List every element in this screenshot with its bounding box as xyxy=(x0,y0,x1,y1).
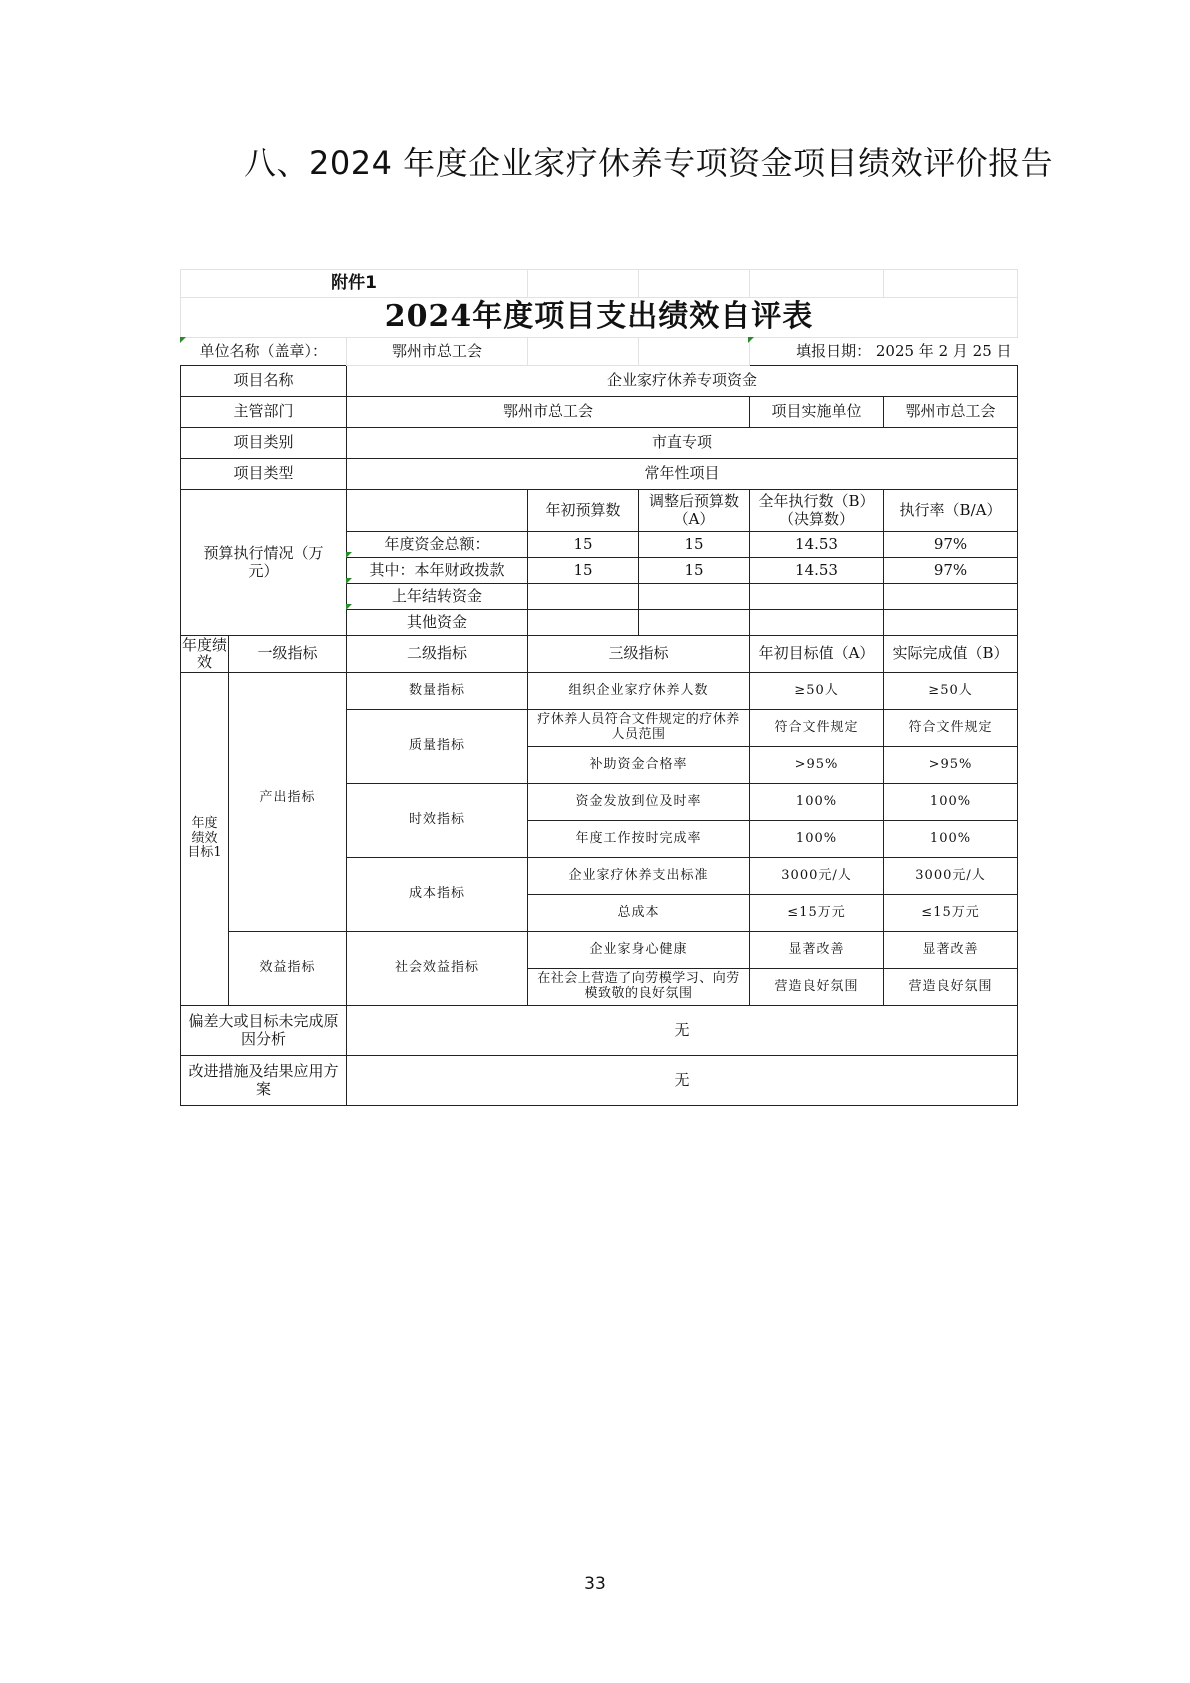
report-heading: 八、2024 年度企业家疗休养专项资金项目绩效评价报告 xyxy=(244,144,1054,182)
budget-executed: 14.53 xyxy=(750,532,884,558)
indicator-name: 年度工作按时完成率 xyxy=(528,821,750,858)
project-name-row xyxy=(181,366,1018,397)
attachment-row xyxy=(181,270,1018,298)
benefit-indicator-label: 效益指标 xyxy=(229,932,347,1006)
performance-section-label: 年度绩效目标1 xyxy=(181,673,229,1006)
improvement-value: 无 xyxy=(347,1056,1018,1106)
indicator-target: ≤15万元 xyxy=(750,895,884,932)
indicator-target: 显著改善 xyxy=(750,932,884,969)
improvement-label: 改进措施及结果应用方案 xyxy=(181,1056,347,1106)
indicator-actual: 3000元/人 xyxy=(884,858,1018,895)
indicator-target: 3000元/人 xyxy=(750,858,884,895)
budget-row-label: 上年结转资金 xyxy=(347,584,528,610)
cell-corner-mark xyxy=(346,552,352,558)
improvement-row xyxy=(181,1056,1018,1106)
indicator-name: 补助资金合格率 xyxy=(528,747,750,784)
cell-corner-mark xyxy=(748,337,754,343)
budget-rate xyxy=(884,610,1018,636)
department-label: 主管部门 xyxy=(181,397,347,428)
social-indicator-label: 社会效益指标 xyxy=(347,932,528,1006)
indicator-actual: 符合文件规定 xyxy=(884,710,1018,747)
budget-adjusted xyxy=(639,610,750,636)
cost-indicator-label: 成本指标 xyxy=(347,858,528,932)
indicator-actual: 显著改善 xyxy=(884,932,1018,969)
indicator-target: 100% xyxy=(750,784,884,821)
quality-indicator-label: 质量指标 xyxy=(347,710,528,784)
budget-row-label: 其他资金 xyxy=(347,610,528,636)
date-value: 2025 年 2 月 25 日 xyxy=(875,341,1012,360)
budget-initial: 15 xyxy=(528,558,639,584)
indicator-name: 疗休养人员符合文件规定的疗休养人员范围 xyxy=(528,710,750,747)
budget-executed: 14.53 xyxy=(750,558,884,584)
department-row xyxy=(181,397,1018,428)
self-evaluation-form xyxy=(180,269,1017,1106)
form-title-row xyxy=(181,298,1018,338)
form-title: 2024年度项目支出绩效自评表 xyxy=(181,298,1018,338)
time-indicator-label: 时效指标 xyxy=(347,784,528,858)
budget-header-initial: 年初预算数 xyxy=(528,490,639,532)
indicator-target: >95% xyxy=(750,747,884,784)
budget-header-row xyxy=(181,490,1018,532)
project-name-value: 企业家疗休养专项资金 xyxy=(347,366,1018,397)
quantity-indicator-label: 数量指标 xyxy=(347,673,528,710)
budget-rate xyxy=(884,584,1018,610)
budget-adjusted xyxy=(639,584,750,610)
deviation-value: 无 xyxy=(347,1006,1018,1056)
budget-rate: 97% xyxy=(884,558,1018,584)
implementing-unit-value: 鄂州市总工会 xyxy=(884,397,1018,428)
category-row xyxy=(181,428,1018,459)
indicator-actual: 100% xyxy=(884,784,1018,821)
budget-executed xyxy=(750,610,884,636)
department-value: 鄂州市总工会 xyxy=(347,397,750,428)
unit-row xyxy=(181,338,1018,366)
evaluation-table xyxy=(180,269,1018,1106)
budget-executed xyxy=(750,584,884,610)
budget-header-executed: 全年执行数（B）（决算数） xyxy=(750,490,884,532)
cell-corner-mark xyxy=(180,337,186,343)
indicator-target: 符合文件规定 xyxy=(750,710,884,747)
category-label: 项目类别 xyxy=(181,428,347,459)
performance-header-level2: 二级指标 xyxy=(347,636,528,673)
project-name-label: 项目名称 xyxy=(181,366,347,397)
unit-label: 单位名称（盖章）： xyxy=(199,341,327,360)
cell-corner-mark xyxy=(346,604,352,610)
indicator-row xyxy=(181,673,1018,710)
indicator-row xyxy=(181,932,1018,969)
budget-rate: 97% xyxy=(884,532,1018,558)
budget-initial: 15 xyxy=(528,532,639,558)
indicator-target: ≥50人 xyxy=(750,673,884,710)
budget-adjusted: 15 xyxy=(639,532,750,558)
indicator-actual: >95% xyxy=(884,747,1018,784)
budget-row-label: 年度资金总额： xyxy=(347,532,528,558)
type-label: 项目类型 xyxy=(181,459,347,490)
indicator-name: 在社会上营造了向劳模学习、向劳模致敬的良好氛围 xyxy=(528,969,750,1006)
indicator-name: 企业家身心健康 xyxy=(528,932,750,969)
budget-adjusted: 15 xyxy=(639,558,750,584)
page-number: 33 xyxy=(584,1574,606,1594)
budget-label: 预算执行情况（万元） xyxy=(181,490,347,636)
indicator-actual: 100% xyxy=(884,821,1018,858)
budget-header-adjusted: 调整后预算数（A） xyxy=(639,490,750,532)
category-value: 市直专项 xyxy=(347,428,1018,459)
budget-initial xyxy=(528,584,639,610)
deviation-row xyxy=(181,1006,1018,1056)
performance-header-level1: 一级指标 xyxy=(229,636,347,673)
indicator-actual: ≤15万元 xyxy=(884,895,1018,932)
unit-value: 鄂州市总工会 xyxy=(347,338,528,366)
type-value: 常年性项目 xyxy=(347,459,1018,490)
date-label: 填报日期： xyxy=(796,341,872,360)
type-row xyxy=(181,459,1018,490)
indicator-actual: 营造良好氛围 xyxy=(884,969,1018,1006)
report-date xyxy=(750,338,1018,366)
output-indicator-label: 产出指标 xyxy=(229,673,347,932)
indicator-target: 100% xyxy=(750,821,884,858)
indicator-name: 企业家疗休养支出标准 xyxy=(528,858,750,895)
attachment-label: 附件1 xyxy=(181,270,528,298)
performance-header-row xyxy=(181,636,1018,673)
budget-header-rate: 执行率（B/A） xyxy=(884,490,1018,532)
indicator-name: 资金发放到位及时率 xyxy=(528,784,750,821)
performance-header-target: 年初目标值（A） xyxy=(750,636,884,673)
indicator-target: 营造良好氛围 xyxy=(750,969,884,1006)
deviation-label: 偏差大或目标未完成原因分析 xyxy=(181,1006,347,1056)
indicator-name: 组织企业家疗休养人数 xyxy=(528,673,750,710)
indicator-actual: ≥50人 xyxy=(884,673,1018,710)
budget-initial xyxy=(528,610,639,636)
performance-header-level3: 三级指标 xyxy=(528,636,750,673)
implementing-unit-label: 项目实施单位 xyxy=(750,397,884,428)
performance-header-actual: 实际完成值（B） xyxy=(884,636,1018,673)
indicator-name: 总成本 xyxy=(528,895,750,932)
performance-header-col0: 年度绩效 xyxy=(181,635,227,671)
budget-row-label: 其中：本年财政拨款 xyxy=(347,558,528,584)
cell-corner-mark xyxy=(346,578,352,584)
